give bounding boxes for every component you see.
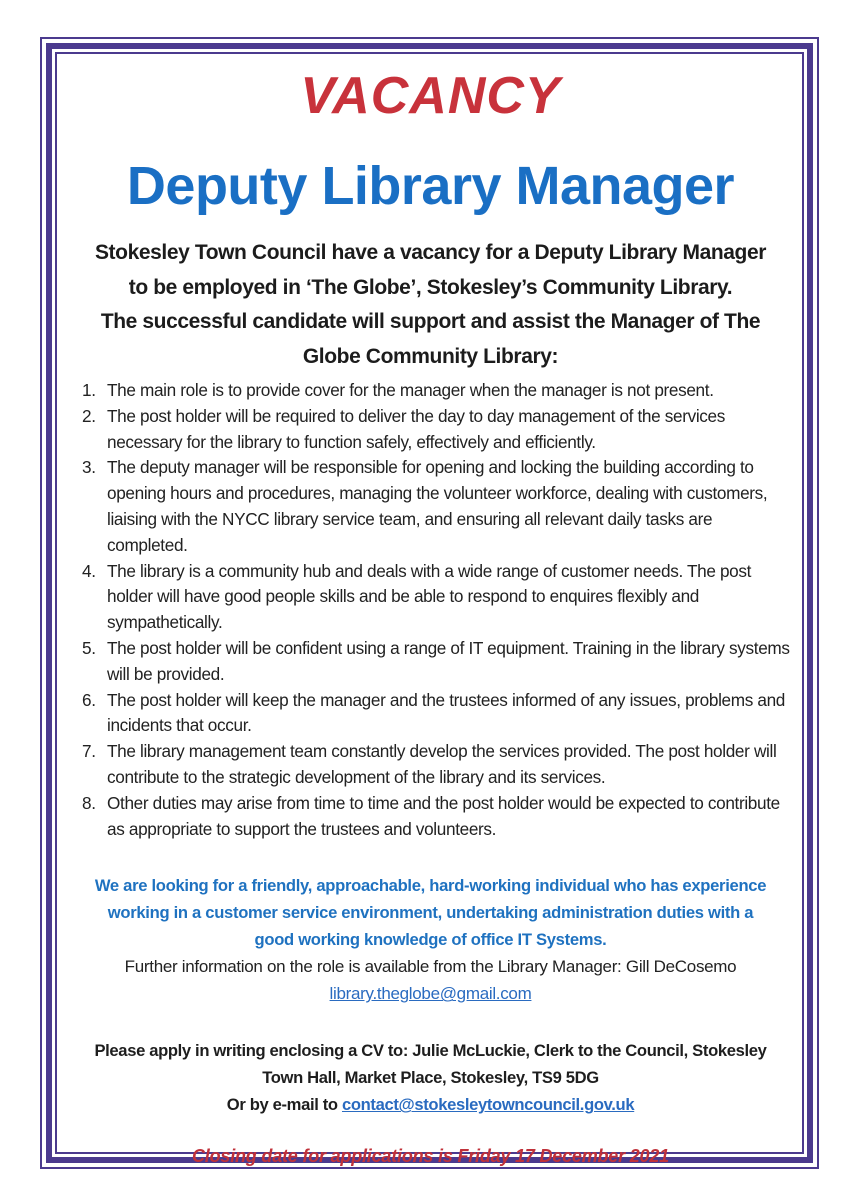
list-number: 7. [82, 741, 96, 762]
list-number: 3. [82, 457, 96, 478]
list-text: The library is a community hub and deals with a wide range of customer needs. The post holder will have good people skills and be able to respond to enquires flexibly and sympathetically. [107, 560, 752, 633]
list-number: 1. [82, 380, 96, 400]
further-info [58, 953, 803, 1007]
list-text: The deputy manager will be responsible for opening and locking the building according to opening hours and procedures, managing the volunteer workforce, dealing with customers, liaising with the NYCC library service team, and ensuring all relevant daily tasks are completed. [107, 457, 768, 555]
list-number: 4. [82, 560, 96, 581]
list-number: 2. [82, 405, 96, 426]
intro-line: Stokesley Town Council have a vacancy for a Deputy Library Manager [94, 241, 767, 264]
poster-content [58, 55, 803, 1167]
list-number: 5. [82, 637, 96, 658]
list-item [58, 636, 797, 688]
list-item [58, 404, 797, 456]
candidate-description [58, 872, 803, 953]
list-number: 8. [82, 792, 96, 813]
list-text: The post holder will keep the manager and the trustees informed of any issues, problems and incidents that occur. [107, 689, 786, 736]
list-item [58, 455, 797, 558]
list-item [58, 378, 797, 404]
candidate-line: We are looking for a friendly, approachable, hard-working individual who has experience [94, 876, 767, 896]
apply-line: Town Hall, Market Place, Stokesley, TS9 5DG [262, 1068, 599, 1088]
list-item [58, 739, 797, 791]
list-text: The library management team constantly develop the services provided. The post holder will contribute to the strategic development of the library and its services. [107, 741, 777, 787]
candidate-line: working in a customer service environment, undertaking administration duties with a [107, 903, 754, 923]
intro-line: Globe Community Library: [302, 344, 559, 368]
closing-date: Closing date for applications is Friday 17 December 2021 [192, 1146, 669, 1167]
candidate-line: good working knowledge of office IT Systems. [254, 930, 607, 950]
list-text: Other duties may arise from time to time and the post holder would be expected to contribute as appropriate to support the trustees and volunteers. [107, 792, 780, 839]
intro-line: to be employed in ‘The Globe’, Stokesley’s Community Library. [128, 275, 733, 299]
apply-email-prefix: Or by e-mail to [226, 1095, 342, 1115]
council-email-link[interactable]: contact@stokesleytowncouncil.gov.uk [341, 1095, 635, 1115]
intro-paragraph [58, 236, 803, 374]
list-text: The post holder will be required to deliver the day to day management of the services necessary for the library to function safely, effectively and efficiently. [107, 405, 726, 452]
job-title: Deputy Library Manager [126, 156, 735, 216]
list-item [58, 559, 797, 636]
list-text: The post holder will be confident using a range of IT equipment. Training in the library systems will be provided. [107, 637, 790, 684]
list-item [58, 688, 797, 740]
apply-instructions [58, 1037, 803, 1118]
list-number: 6. [82, 689, 96, 710]
list-text: The main role is to provide cover for the manager when the manager is not present. [107, 380, 714, 400]
apply-email-line [58, 1091, 803, 1118]
vacancy-heading: VACANCY [300, 67, 561, 125]
duties-list [58, 378, 803, 842]
intro-line: The successful candidate will support and assist the Manager of The [100, 310, 761, 333]
list-item [58, 791, 797, 843]
apply-line: Please apply in writing enclosing a CV to: Julie McLuckie, Clerk to the Council, Stokesley [94, 1041, 767, 1061]
library-email-link[interactable]: library.theglobe@gmail.com [329, 984, 532, 1004]
further-info-text: Further information on the role is available from the Library Manager: Gill DeCosemo [124, 957, 737, 977]
